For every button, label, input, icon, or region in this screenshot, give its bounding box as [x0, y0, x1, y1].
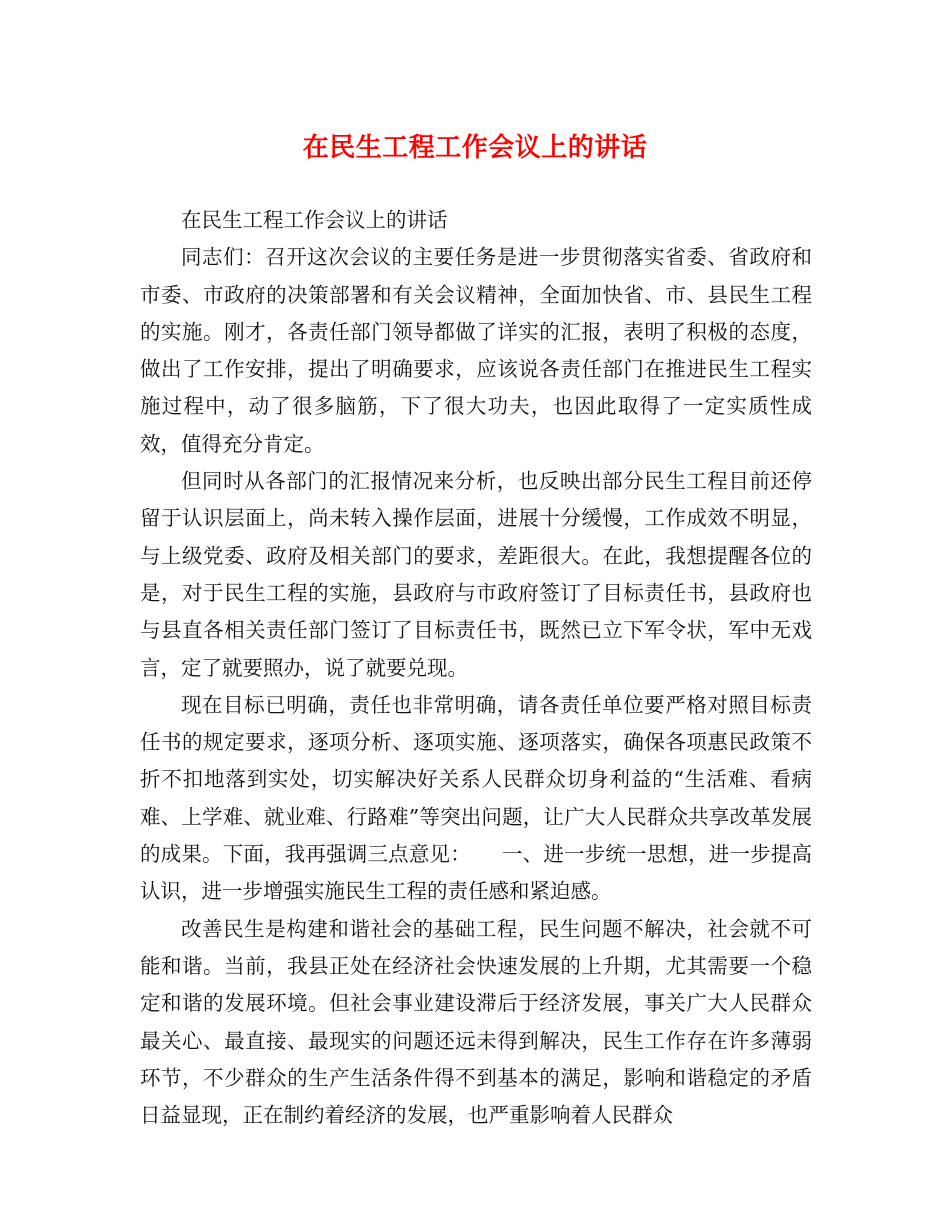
- document-body: [140, 202, 812, 1134]
- paragraph-intro: 同志们：召开这次会议的主要任务是进一步贯彻落实省委、省政府和市委、市政府的决策部署和有关会议精神，全面加快省、市、县民生工程的实施。刚才，各责任部门领导都做了详实的汇报，表明了积极的态度，做出了工作安排，提出了明确要求，应该说各责任部门在推进民生工程实施过程中，动了很多脑筋，下了很大功夫，也因此取得了一定实质性成效，值得充分肯定。: [140, 245, 812, 456]
- paragraph-heading: 在民生工程工作会议上的讲话: [181, 208, 448, 232]
- document-title: 在民生工程工作会议上的讲话: [302, 133, 648, 163]
- paragraph-goals: 现在目标已明确，责任也非常明确，请各责任单位要严格对照目标责任书的规定要求，逐项分析、逐项实施、逐项落实，确保各项惠民政策不折不扣地落到实处，切实解决好关系人民群众切身利益的“生活难、看病难、上学难、就业难、行路难”等突出问题，让广大人民群众共享改革发展的成果。下面，我再强调三点意见： 一、进一步统一思想，进一步提高认识，进一步增强实施民生工程的责任感和紧迫感。: [140, 692, 812, 904]
- paragraph-livelihood: 改善民生是构建和谐社会的基础工程，民生问题不解决，社会就不可能和谐。当前，我县正处在经济社会快速发展的上升期，尤其需要一个稳定和谐的发展环境。但社会事业建设滞后于经济发展，事关广大人民群众最关心、最直接、最现实的问题还远未得到解决，民生工作存在许多薄弱环节，不少群众的生产生活条件得不到基本的满足，影响和谐稳定的矛盾日益显现，正在制约着经济的发展，也严重影响着人民群众: [140, 916, 812, 1128]
- paragraph-problems: 但同时从各部门的汇报情况来分析，也反映出部分民生工程目前还停留于认识层面上，尚未转入操作层面，进展十分缓慢，工作成效不明显，与上级党委、政府及相关部门的要求，差距很大。在此，我想提醒各位的是，对于民生工程的实施，县政府与市政府签订了目标责任书，县政府也与县直各相关责任部门签订了目标责任书，既然已立下军令状，军中无戏言，定了就要照办，说了就要兑现。: [140, 469, 812, 680]
